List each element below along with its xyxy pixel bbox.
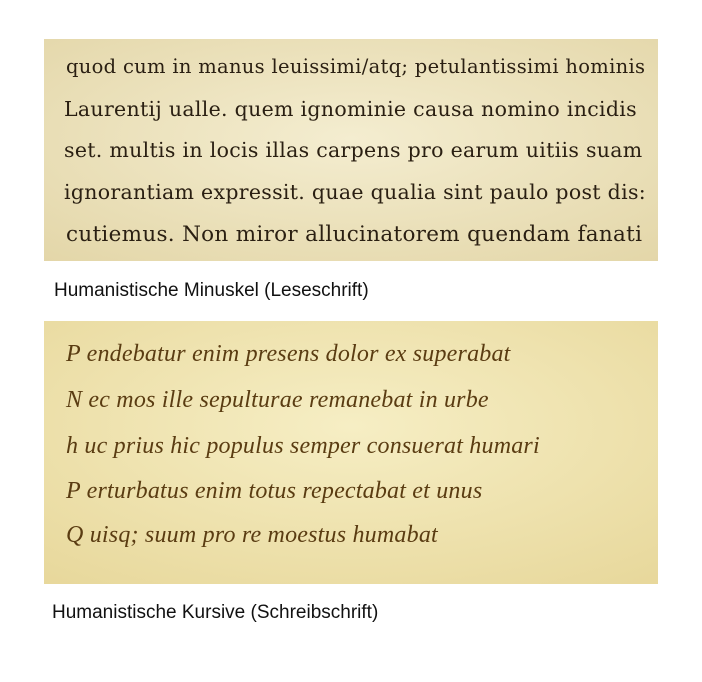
figure-caption-minuscule: Humanistische Minuskel (Leseschrift)	[54, 280, 369, 301]
manuscript-line: N ec mos ille sepulturae remanebat in urbe	[66, 387, 489, 413]
minuscule-manuscript-image	[44, 39, 658, 261]
manuscript-line: quod cum in manus leuissimi/atq; petulantissimi hominis	[66, 55, 646, 78]
manuscript-line: h uc prius hic populus semper consuerat humari	[66, 433, 540, 459]
manuscript-line: cutiemus. Non miror allucinatorem quendam fanati	[66, 222, 643, 247]
manuscript-line: Laurentij ualle. quem ignominie causa nomino incidis	[64, 97, 637, 121]
manuscript-line: set. multis in locis illas carpens pro earum uitiis suam	[64, 138, 643, 162]
manuscript-line: P erturbatus enim totus repectabat et unus	[66, 478, 483, 504]
manuscript-line: Q uisq; suum pro re moestus humabat	[66, 522, 438, 548]
figure-caption-cursive: Humanistische Kursive (Schreibschrift)	[52, 602, 379, 623]
manuscript-line: ignorantiam expressit. quae qualia sint paulo post dis:	[64, 180, 646, 204]
manuscript-line: P endebatur enim presens dolor ex superabat	[66, 341, 511, 367]
cursive-manuscript-image	[44, 321, 658, 584]
